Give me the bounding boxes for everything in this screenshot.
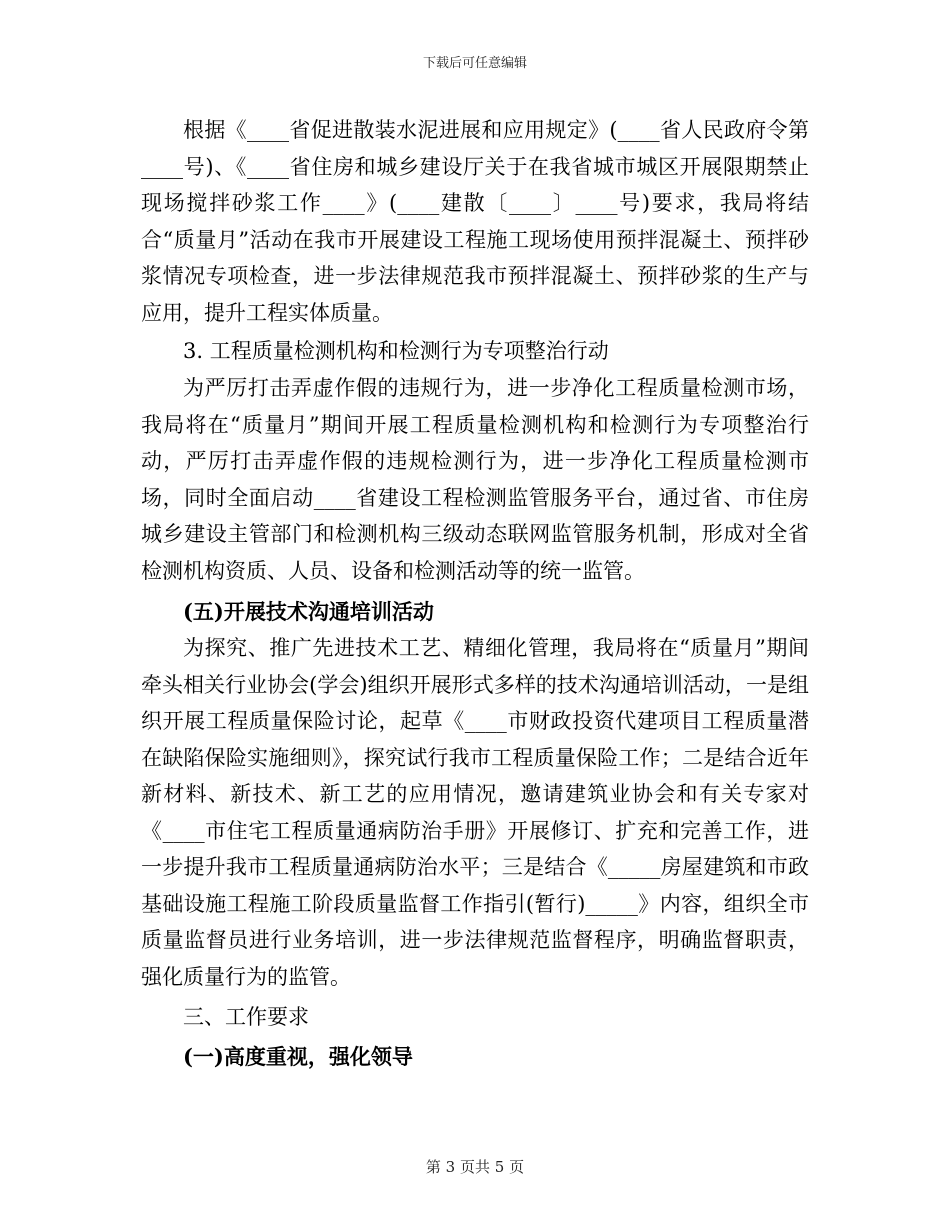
paragraph-cement-regulation: 根据《____省促进散装水泥进展和应用规定》(____省人民政府令第____号)、《____省住房和城乡建设厅关于在我省城市城区开展限期禁止现场搅拌砂浆工作____》(____建散〔____〕____号)要求，我局将结合“质量月”活动在我市开展建设工程施工现场使用预拌混凝土、预拌砂浆情况专项检查，进一步法律规范我市预拌混凝土、预拌砂浆的生产与应用，提升工程实体质量。 — [141, 118, 809, 325]
heading-leadership: (一)高度重视，强化领导 — [183, 1044, 413, 1069]
page-header: 下载后可任意编辑 — [422, 56, 527, 71]
heading-technical-training: (五)开展技术沟通培训活动 — [183, 599, 434, 624]
paragraph-testing-market: 为严厉打击弄虚作假的违规行为，进一步净化工程质量检测市场，我局将在“质量月”期间开展工程质量检测机构和检测行为专项整治行动，严厉打击弄虚作假的违规检测行为，进一步净化工程质量检测市场，同时全面启动____省建设工程检测监管服务平台，通过省、市住房城乡建设主管部门和检测机构三级动态联网监管服务机制，形成对全省检测机构资质、人员、设备和检测活动等的统一监管。 — [141, 376, 809, 583]
document-body — [141, 112, 809, 1075]
paragraph-technical-training: 为探究、推广先进技术工艺、精细化管理，我局将在“质量月”期间牵头相关行业协会(学会)组织开展形式多样的技术沟通培训活动，一是组织开展工程质量保险讨论，起草《____市财政投资代建项目工程质量潜在缺陷保险实施细则》，探究试行我市工程质量保险工作；二是结合近年新材料、新技术、新工艺的应用情况，邀请建筑业协会和有关专家对《____市住宅工程质量通病防治手册》开展修订、扩充和完善工作，进一步提升我市工程质量通病防治水平；三是结合《_____房屋建筑和市政基础设施工程施工阶段质量监督工作指引(暂行)_____》内容，组织全市质量监督员进行业务培训，进一步法律规范监督程序，明确监督职责，强化质量行为的监管。 — [141, 636, 809, 989]
heading-testing-rectification: 3. 工程质量检测机构和检测行为专项整治行动 — [183, 339, 609, 363]
page-footer: 第 3 页共 5 页 — [425, 1158, 525, 1176]
heading-work-requirements: 三、工作要求 — [183, 1005, 309, 1029]
